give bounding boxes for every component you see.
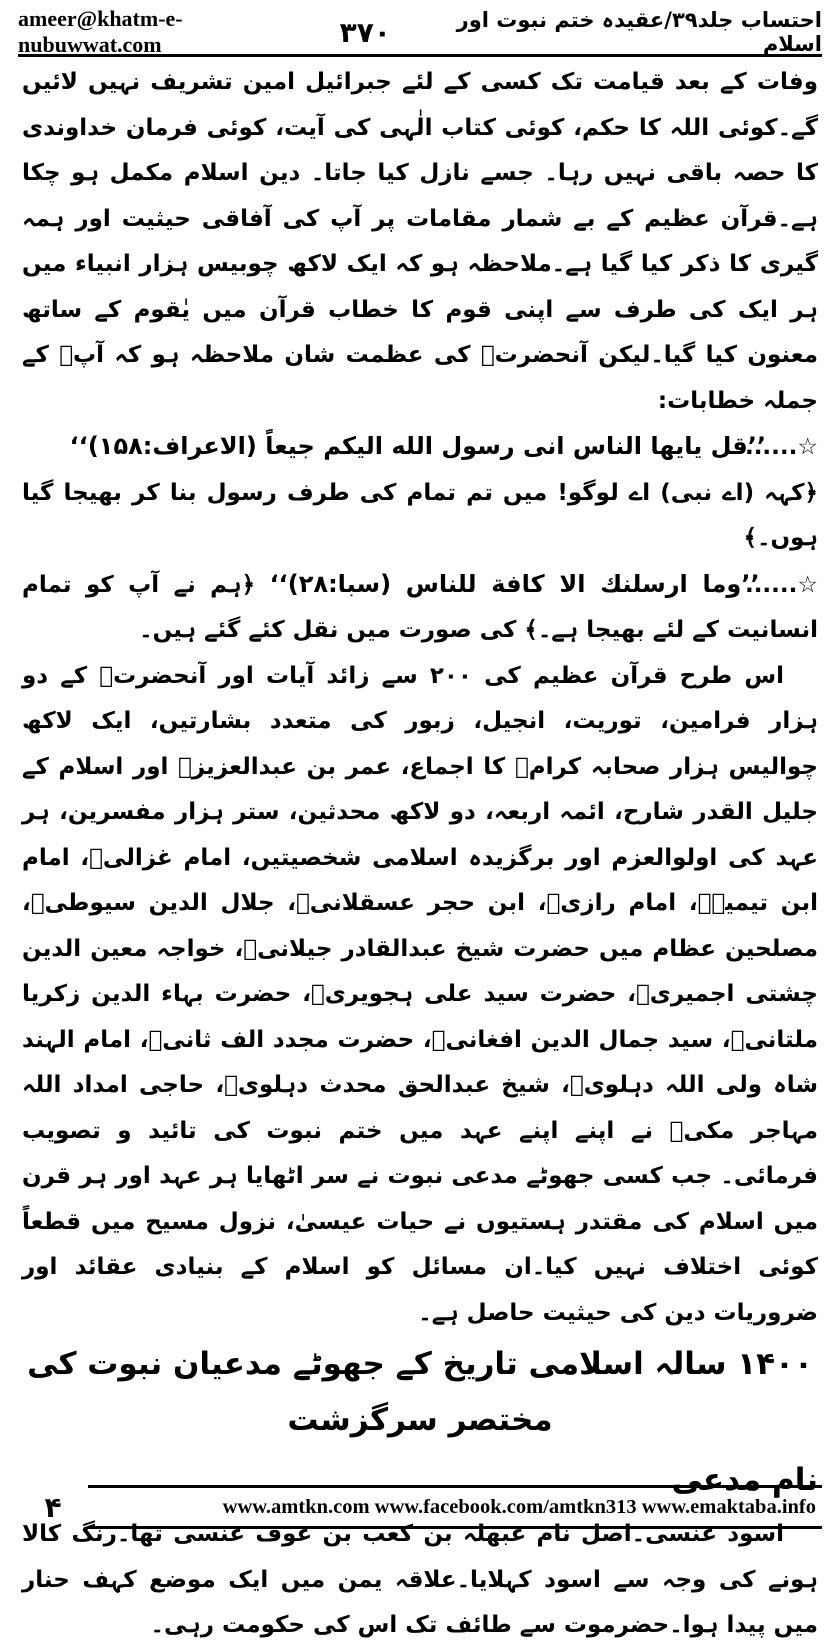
star-bullet-2: ☆...... [744,571,818,598]
header-page-number: ۳۷۰ [339,15,391,49]
header-left [18,6,391,58]
footer-websites: www.amtkn.com www.facebook.com/amtkn313 www.emaktaba.info [222,1495,816,1518]
verse-2-translation: ﴿ہم نے آپ کو تمام انسانیت کے لئے بھیجا ہے۔﴾ کی صورت میں نقل کئے گئے ہیں۔ [22,571,818,643]
footer-band [88,1485,822,1529]
footer-page-index: ۴ [44,1490,62,1524]
section-heading: ۱۴۰۰ سالہ اسلامی تاریخ کے جھوٹے مدعیان نبوت کی مختصر سرگزشت [27,1346,813,1438]
page-footer [18,1486,822,1528]
header-book-title: احتساب جلد۳۹/عقیدہ ختم نبوت اور اسلام [456,8,822,56]
verse-2-arabic: ’’وما ارسلنك الا كافة للناس (سبا:۲۸)‘‘ [269,569,760,598]
star-bullet-1: ☆...... [744,434,818,460]
paragraph-intro: وفات کے بعد قیامت تک کسی کے لئے جبرائیل امین تشریف نہیں لائیں گے۔کوئی اللہ کا حکم، کوئی کتاب الٰہی کی آیت، کوئی فرمان خداوندی کا حصہ باقی نہیں رہا۔ جسے نازل کیا جاتا۔ دین اسلام مکمل ہو چکا ہے۔قرآن عظیم کے بے شمار مقامات پر آپ کی آفاقی حیثیت اور ہمہ گیری کا ذکر کیا گیا ہے۔ملاحظہ ہو کہ ایک لاکھ چوبیس ہزار انبیاء میں ہر ایک کی طرف سے اپنی قوم کا خطاب قرآن میں یٰقوم کے ساتھ معنون کیا گیا۔لیکن آنحضرتﷺ کی عظمت شان ملاحظہ ہو کہ آپؐ کے جملہ خطابات: [22,69,818,414]
verse-1 [22,424,818,471]
paragraph-claimant: اسود عنسی۔اصل نام عبھلہ بن کعب بن عوف عنسی تھا۔رنگ کالا ہونے کی وجہ سے اسود کہلایا۔علاقہ یمن میں ایک موضع کہف حنار میں پیدا ہوا۔حضرموت سے طائف تک اس کی حکومت رہی۔ [22,1521,818,1638]
verse-2 [22,562,818,654]
verse-1-translation: ﴿کہہ (اے نبی) اے لوگو! میں تم تمام کی طرف رسول بنا کر بھیجا گیا ہوں۔﴾ [22,479,818,551]
sub-heading: نام مدعی [671,1462,818,1498]
page-header [18,6,822,57]
verse-1-arabic: ’’قل یایھا الناس انی رسول الله الیکم جیعاً (الاعراف:۱۵۸)‘‘ [69,432,766,460]
paragraph-consensus: اس طرح قرآن عظیم کی ۲۰۰ سے زائد آیات اور آنحضرتﷺ کے دو ہزار فرامین، توریت، انجیل، زبور کی متعدد بشارتیں، ایک لاکھ چوالیس ہزار صحابہ کرامؓ کا اجماع، عمر بن عبدالعزیزؒ اور اسلام کے جلیل القدر شارح، ائمہ اربعہ، دو لاکھ محدثین، ستر ہزار مفسرین، ہر عہد کی اولوالعزم اور برگزیدہ اسلامی شخصیتیں، امام غزالیؒ، امام ابن تیمیہؒ، امام رازیؒ، ابن حجر عسقلانیؒ، جلال الدین سیوطیؒ، مصلحین عظام میں حضرت شیخ عبدالقادر جیلانیؒ، خواجہ معین الدین چشتی اجمیریؒ، حضرت سید علی ہجویریؒ، حضرت بہاء الدین زکریا ملتانیؒ، سید جمال الدین افغانیؒ، حضرت مجدد الف ثانیؒ، امام الہند شاہ ولی اللہ دہلویؒ، شیخ عبدالحق محدث دہلویؒ، حاجی امداد اللہ مہاجر مکیؒ نے اپنے اپنے عہد میں ختم نبوت کی تائید و تصویب فرمائی۔ جب کسی جھوٹے مدعی نبوت نے سر اٹھایا ہر عہد اور ہر قرن میں اسلام کی مقتدر ہستیوں نے حیات عیسیٰ، نزول مسیح میں قطعاً کوئی اختلاف نہیں کیا۔ان مسائل کو اسلام کے بنیادی عقائد اور ضروریات دین کی حیثیت حاصل ہے۔ [22,662,818,1326]
header-email: ameer@khatm-e-nubuwwat.com [18,6,183,57]
